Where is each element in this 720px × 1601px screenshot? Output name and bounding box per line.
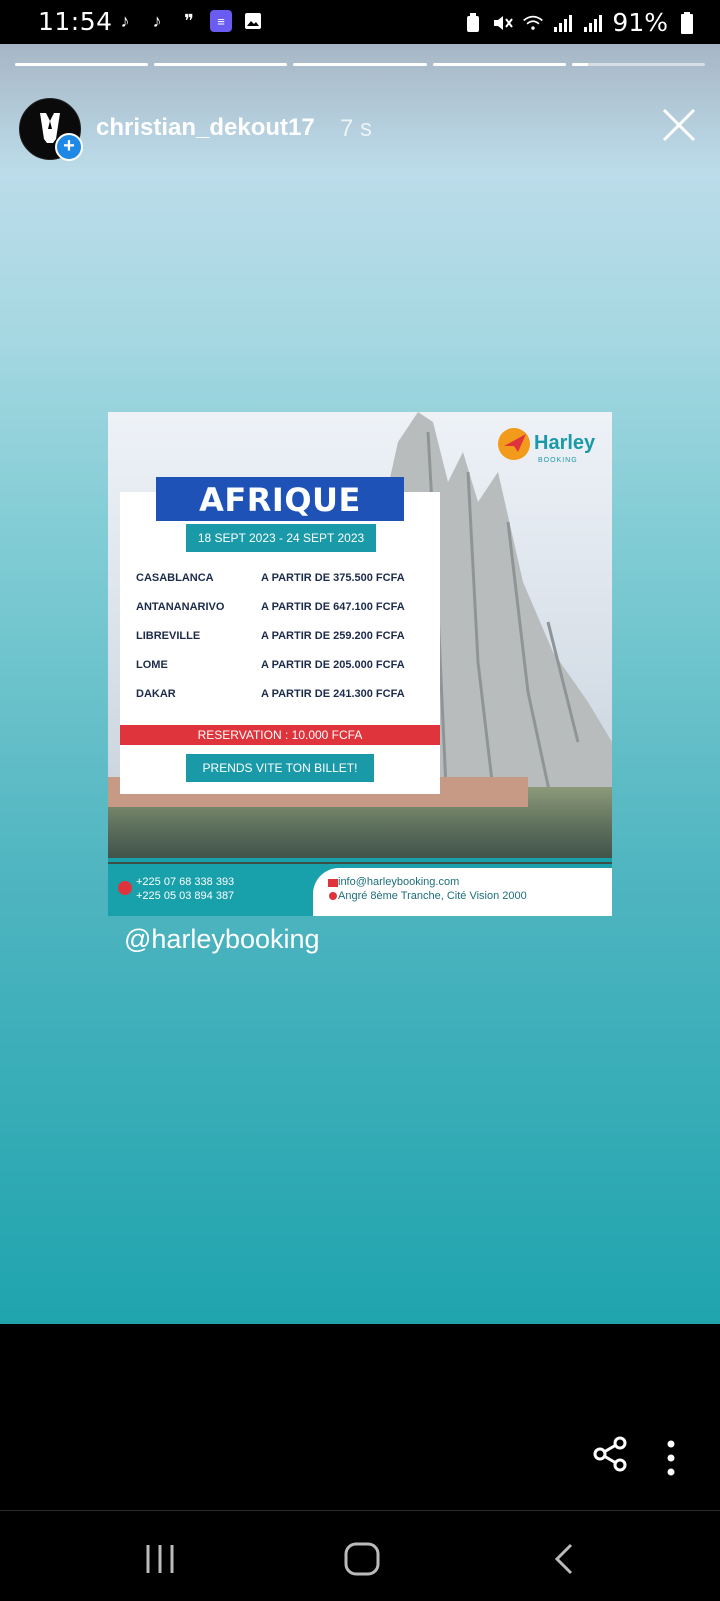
destination-city: CASABLANCA	[136, 572, 214, 584]
close-icon[interactable]	[660, 106, 698, 144]
story-flyer-image	[108, 412, 612, 916]
destination-price: A PARTIR DE 205.000 FCFA	[261, 659, 405, 671]
flyer-contact	[338, 875, 527, 903]
status-bar	[0, 0, 720, 44]
signal-icon	[552, 12, 574, 34]
destination-list	[136, 572, 436, 717]
destination-price: A PARTIR DE 241.300 FCFA	[261, 688, 405, 700]
footer-line	[108, 858, 612, 862]
tiktok-icon: ♪	[120, 10, 130, 31]
list-app-icon: ≡	[210, 10, 232, 32]
destination-city: DAKAR	[136, 688, 176, 700]
progress-segment	[433, 63, 566, 66]
battery-saver-icon	[462, 12, 484, 34]
phone-number: +225 05 03 894 387	[136, 890, 235, 902]
quote-icon: ❞	[184, 10, 194, 31]
location-pin-icon	[328, 892, 338, 902]
destination-city: ANTANANARIVO	[136, 601, 225, 613]
harley-booking-logo	[496, 422, 606, 466]
system-nav-bar	[0, 1510, 720, 1601]
battery-percent: 91%	[612, 8, 668, 37]
add-story-badge[interactable]: +	[55, 133, 83, 161]
story-bottom-bar	[0, 1324, 720, 1510]
contact-address: Angré 8ème Tranche, Cité Vision 2000	[338, 890, 527, 902]
recent-apps-icon[interactable]	[140, 1541, 180, 1577]
story-mention[interactable]: @harleybooking	[124, 924, 320, 954]
logo-text: Harley	[534, 432, 596, 454]
destination-price: A PARTIR DE 375.500 FCFA	[261, 572, 405, 584]
flyer-title: AFRIQUE	[156, 477, 404, 521]
more-options-icon[interactable]	[664, 1440, 678, 1476]
phone-number: +225 07 68 338 393	[136, 876, 235, 888]
story-time-ago: 7 s	[340, 115, 373, 142]
destination-city: LOME	[136, 659, 168, 671]
notification-icons	[114, 10, 264, 32]
status-right	[462, 8, 698, 37]
status-time: 11:54	[38, 7, 113, 36]
destination-row	[136, 572, 436, 601]
story-username[interactable]: christian_dekout17	[96, 114, 315, 141]
story-progress	[15, 63, 705, 66]
progress-segment	[15, 63, 148, 66]
tiktok-icon: ♪	[152, 10, 162, 31]
home-icon[interactable]	[342, 1541, 382, 1577]
destination-row	[136, 630, 436, 659]
back-icon[interactable]	[545, 1541, 585, 1577]
phone-icon	[118, 881, 132, 895]
battery-icon	[676, 12, 698, 34]
destination-price: A PARTIR DE 259.200 FCFA	[261, 630, 405, 642]
mute-icon	[492, 12, 514, 34]
flyer-phones	[136, 875, 234, 903]
progress-segment	[572, 63, 705, 66]
mail-icon	[328, 878, 338, 888]
progress-segment	[293, 63, 426, 66]
contact-email: info@harleybooking.com	[338, 876, 460, 888]
signal-icon	[582, 12, 604, 34]
destination-row	[136, 688, 436, 717]
destination-city: LIBREVILLE	[136, 630, 201, 642]
share-icon[interactable]	[592, 1436, 628, 1472]
destination-row	[136, 601, 436, 630]
progress-segment	[154, 63, 287, 66]
wifi-icon	[522, 12, 544, 34]
destination-row	[136, 659, 436, 688]
destination-price: A PARTIR DE 647.100 FCFA	[261, 601, 405, 613]
flyer-dates: 18 SEPT 2023 - 24 SEPT 2023	[186, 524, 376, 552]
logo-subtext: BOOKING	[538, 457, 578, 464]
flyer-cta: PRENDS VITE TON BILLET!	[186, 754, 374, 782]
image-icon	[242, 10, 264, 32]
flyer-reservation: RESERVATION : 10.000 FCFA	[120, 725, 440, 745]
story-viewer[interactable]	[0, 44, 720, 1324]
